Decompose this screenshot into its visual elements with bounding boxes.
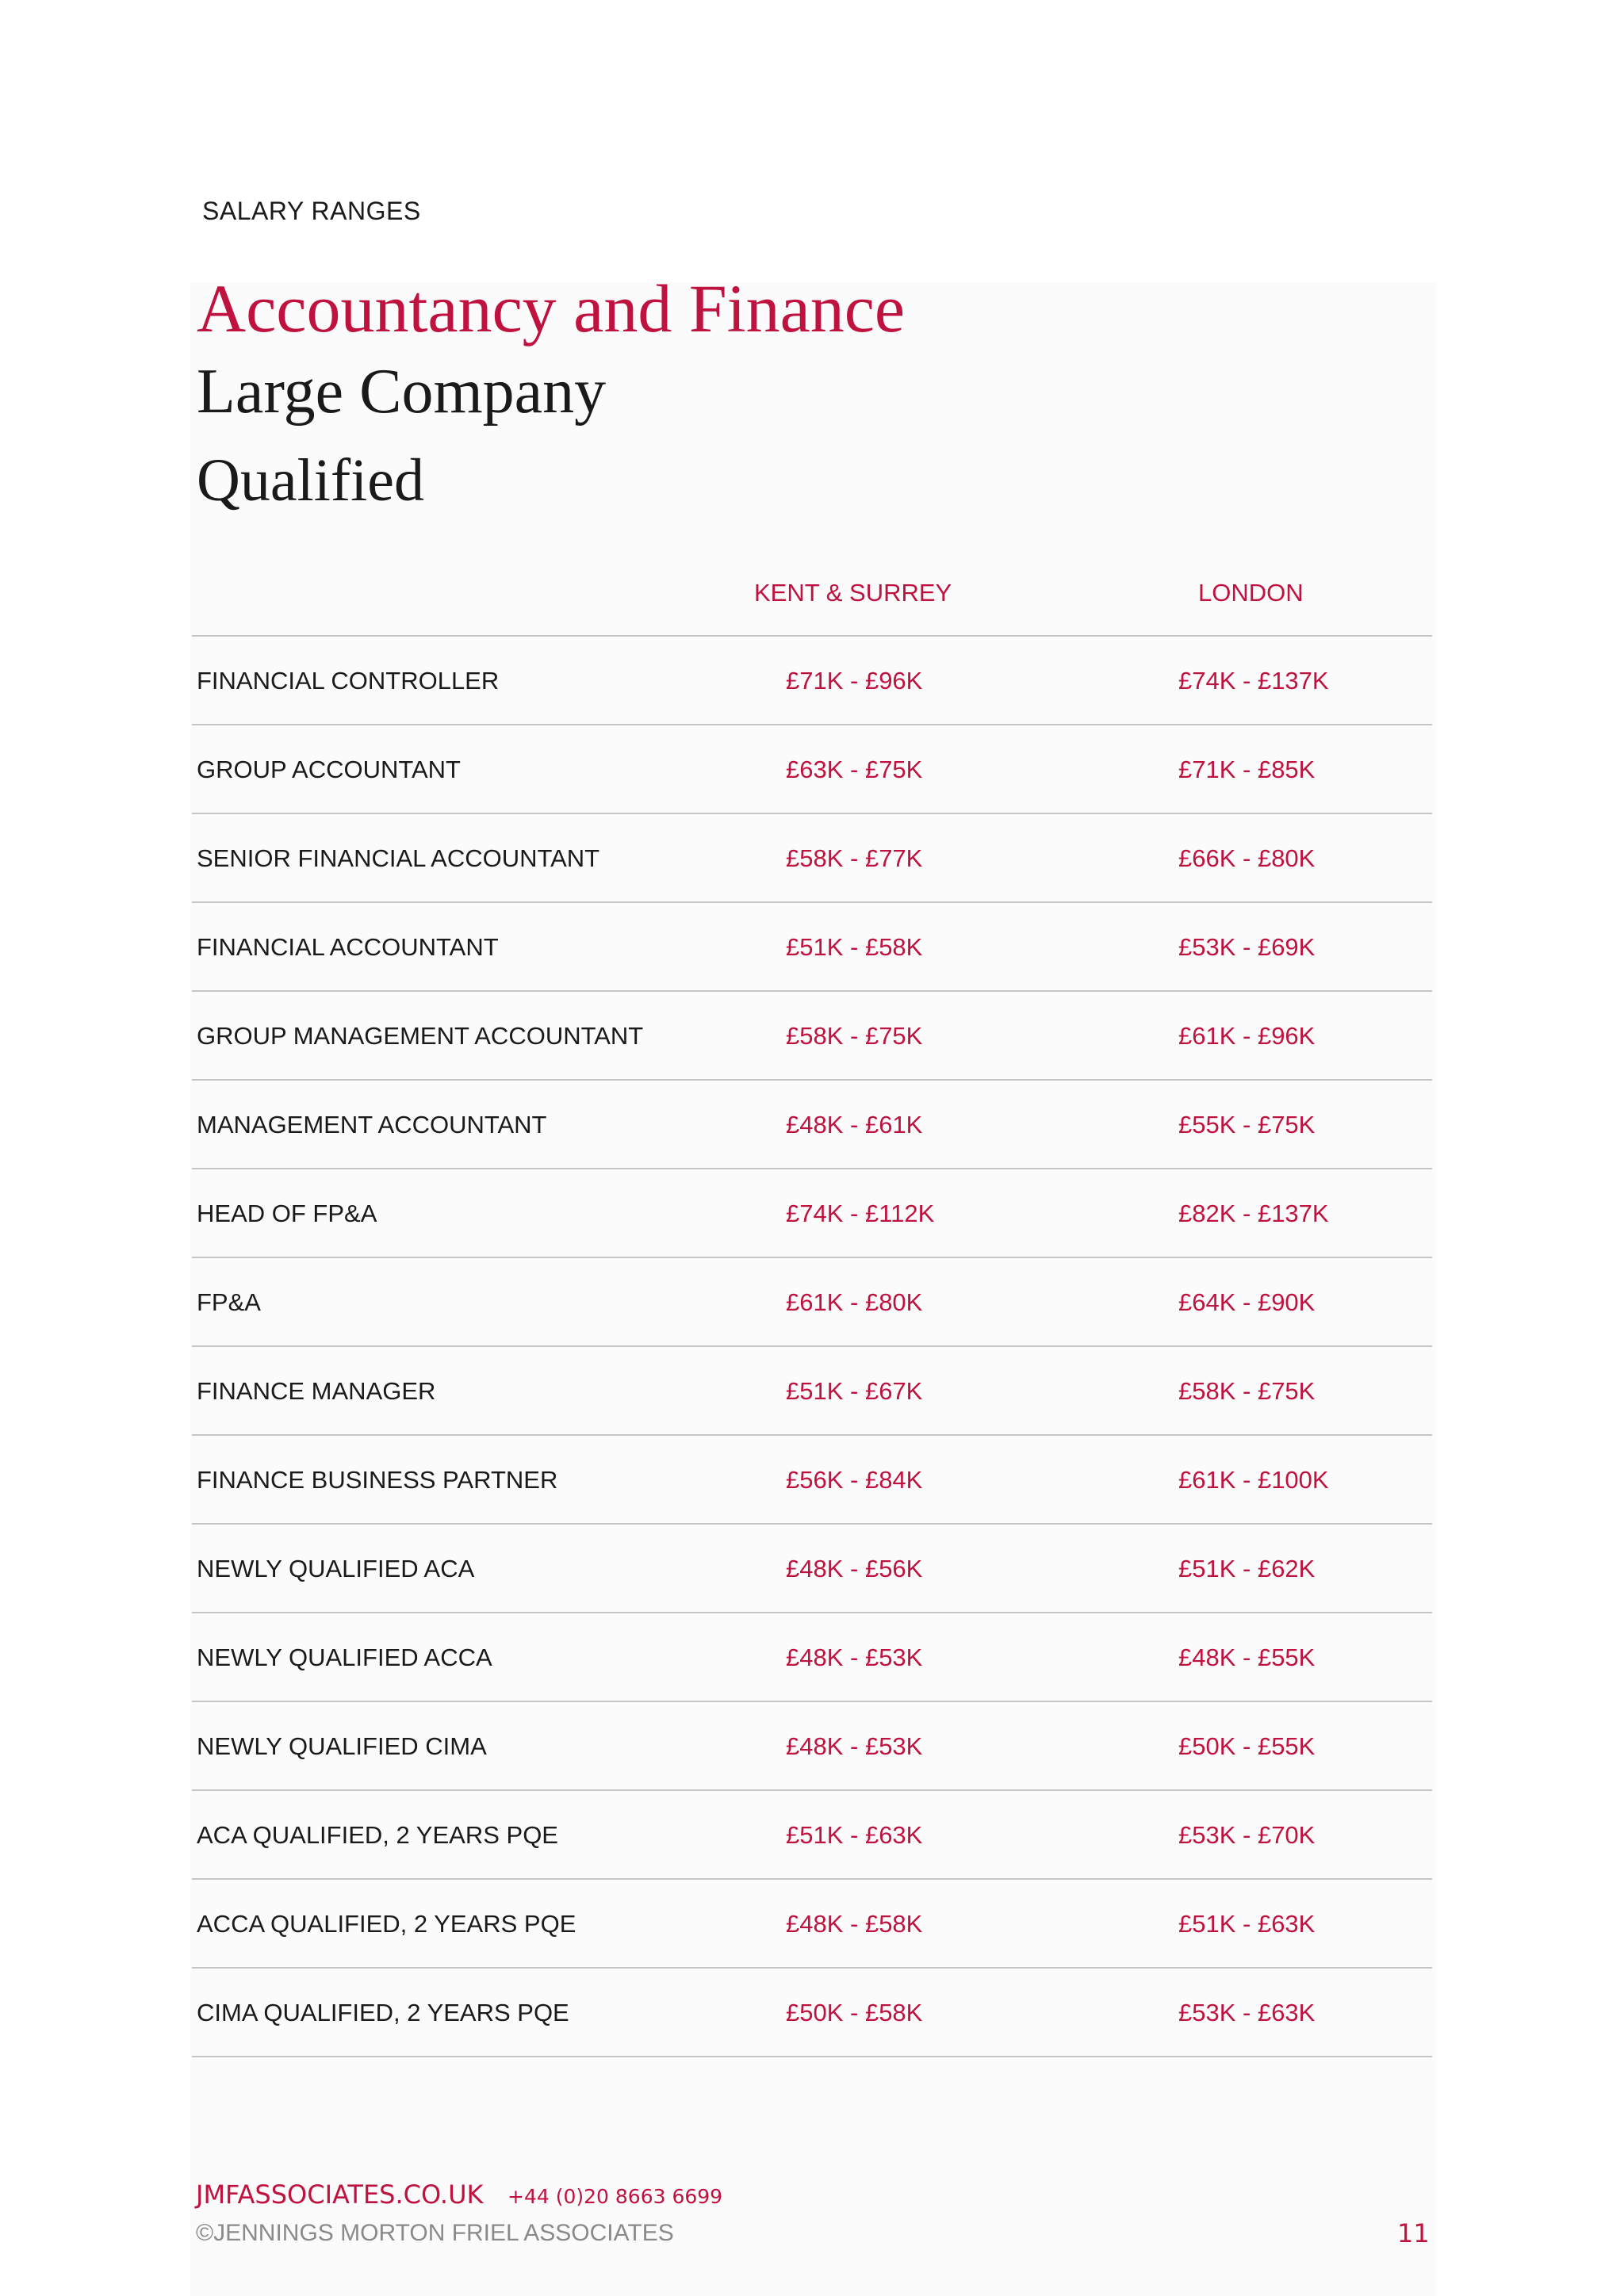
- table-row: [0, 1969, 1624, 2057]
- salary-kent-surrey: £48K - £58K: [786, 1910, 923, 1938]
- footer-phone: +44 (0)20 8663 6699: [508, 2185, 723, 2208]
- salary-london: £53K - £69K: [1178, 933, 1316, 961]
- table-row: [0, 637, 1624, 725]
- salary-london: £74K - £137K: [1178, 667, 1329, 695]
- salary-kent-surrey: £71K - £96K: [786, 667, 923, 695]
- table-row: [0, 1258, 1624, 1347]
- role-title: ACCA QUALIFIED, 2 YEARS PQE: [197, 1910, 576, 1938]
- column-header-london: LONDON: [1198, 579, 1304, 607]
- salary-london: £66K - £80K: [1178, 844, 1316, 872]
- page-subtitle: Large Company: [197, 357, 607, 427]
- role-title: SENIOR FINANCIAL ACCOUNTANT: [197, 844, 600, 872]
- table-row: [0, 725, 1624, 814]
- salary-kent-surrey: £51K - £63K: [786, 1821, 923, 1849]
- salary-london: £50K - £55K: [1178, 1732, 1316, 1760]
- table-row: [0, 992, 1624, 1081]
- salary-kent-surrey: £48K - £53K: [786, 1732, 923, 1760]
- salary-kent-surrey: £74K - £112K: [786, 1200, 935, 1227]
- table-row: [0, 1702, 1624, 1791]
- footer-copyright: ©JENNINGS MORTON FRIEL ASSOCIATES: [196, 2220, 674, 2246]
- salary-london: £71K - £85K: [1178, 756, 1316, 783]
- salary-kent-surrey: £58K - £77K: [786, 844, 923, 872]
- role-title: ACA QUALIFIED, 2 YEARS PQE: [197, 1821, 558, 1849]
- table-row: [0, 1169, 1624, 1258]
- salary-london: £82K - £137K: [1178, 1200, 1329, 1227]
- qualification-level: Qualified: [197, 447, 425, 514]
- role-title: FINANCE BUSINESS PARTNER: [197, 1466, 558, 1494]
- role-title: NEWLY QUALIFIED ACCA: [197, 1644, 492, 1671]
- role-title: FINANCE MANAGER: [197, 1377, 436, 1405]
- salary-kent-surrey: £48K - £53K: [786, 1644, 923, 1671]
- salary-kent-surrey: £61K - £80K: [786, 1288, 923, 1316]
- salary-london: £51K - £63K: [1178, 1910, 1316, 1938]
- role-title: HEAD OF FP&A: [197, 1200, 377, 1227]
- page-title: Accountancy and Finance: [197, 270, 906, 346]
- role-title: GROUP MANAGEMENT ACCOUNTANT: [197, 1022, 644, 1050]
- salary-london: £64K - £90K: [1178, 1288, 1316, 1316]
- table-row: [0, 1791, 1624, 1880]
- footer-website-link[interactable]: JMFASSOCIATES.CO.UK: [196, 2179, 484, 2210]
- role-title: NEWLY QUALIFIED ACA: [197, 1555, 475, 1582]
- salary-london: £51K - £62K: [1178, 1555, 1316, 1582]
- page-number: 11: [1397, 2218, 1430, 2248]
- salary-kent-surrey: £51K - £67K: [786, 1377, 923, 1405]
- salary-kent-surrey: £48K - £61K: [786, 1111, 923, 1138]
- role-title: FP&A: [197, 1288, 261, 1316]
- table-row: [0, 1613, 1624, 1702]
- salary-kent-surrey: £50K - £58K: [786, 1999, 923, 2026]
- row-divider: [192, 2056, 1432, 2057]
- table-row: [0, 1880, 1624, 1969]
- table-row: [0, 814, 1624, 903]
- role-title: CIMA QUALIFIED, 2 YEARS PQE: [197, 1999, 569, 2026]
- table-row: [0, 1347, 1624, 1436]
- salary-kent-surrey: £56K - £84K: [786, 1466, 923, 1494]
- role-title: FINANCIAL CONTROLLER: [197, 667, 500, 695]
- table-row: [0, 1525, 1624, 1613]
- role-title: NEWLY QUALIFIED CIMA: [197, 1732, 487, 1760]
- role-title: FINANCIAL ACCOUNTANT: [197, 933, 499, 961]
- salary-london: £58K - £75K: [1178, 1377, 1316, 1405]
- salary-london: £53K - £70K: [1178, 1821, 1316, 1849]
- table-row: [0, 1436, 1624, 1525]
- column-header-kent-surrey: KENT & SURREY: [754, 579, 952, 607]
- role-title: GROUP ACCOUNTANT: [197, 756, 461, 783]
- section-label: SALARY RANGES: [202, 197, 421, 225]
- salary-london: £53K - £63K: [1178, 1999, 1316, 2026]
- salary-london: £61K - £100K: [1178, 1466, 1329, 1494]
- salary-london: £55K - £75K: [1178, 1111, 1316, 1138]
- role-title: MANAGEMENT ACCOUNTANT: [197, 1111, 547, 1138]
- salary-kent-surrey: £51K - £58K: [786, 933, 923, 961]
- salary-kent-surrey: £58K - £75K: [786, 1022, 923, 1050]
- salary-london: £61K - £96K: [1178, 1022, 1316, 1050]
- salary-kent-surrey: £48K - £56K: [786, 1555, 923, 1582]
- table-row: [0, 903, 1624, 992]
- salary-london: £48K - £55K: [1178, 1644, 1316, 1671]
- salary-kent-surrey: £63K - £75K: [786, 756, 923, 783]
- table-row: [0, 1081, 1624, 1169]
